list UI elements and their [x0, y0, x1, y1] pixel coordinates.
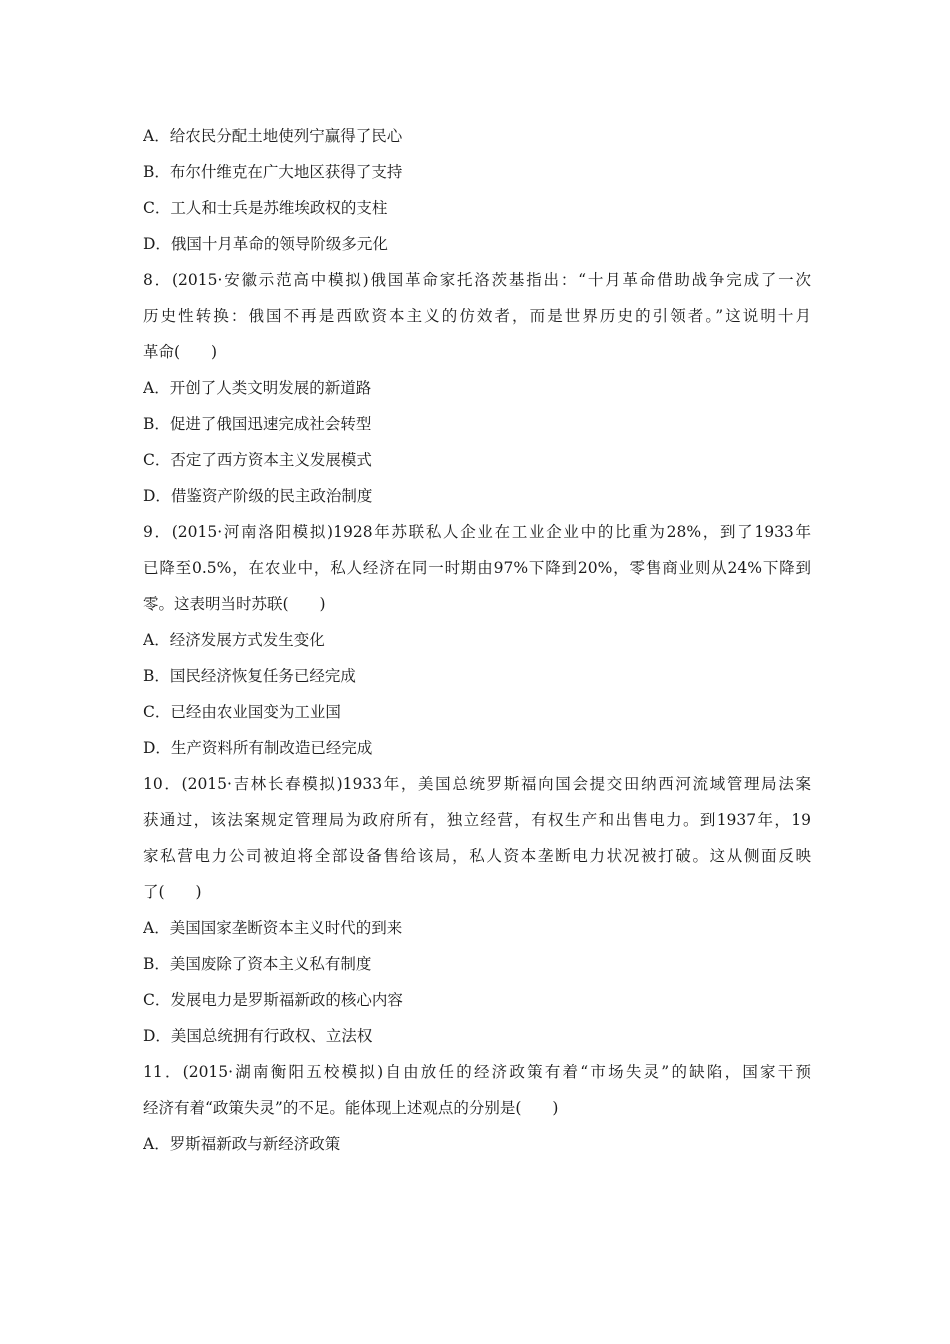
question-stem-line: 10．(2015·吉林长春模拟)1933年，美国总统罗斯福向国会提交田纳西河流域管理局法案 — [143, 775, 811, 793]
option-d: D．借鉴资产阶级的民主政治制度 — [143, 487, 373, 505]
option-d: D．俄国十月革命的领导阶级多元化 — [143, 235, 388, 253]
option-a: A．美国国家垄断资本主义时代的到来 — [143, 919, 403, 937]
option-b: B．美国废除了资本主义私有制度 — [143, 955, 372, 973]
question-7-continued — [143, 118, 811, 262]
option-a: A．给农民分配土地使列宁赢得了民心 — [143, 127, 403, 145]
option-c: C．发展电力是罗斯福新政的核心内容 — [143, 991, 403, 1009]
question-stem-line: 历史性转换：俄国不再是西欧资本主义的仿效者，而是世界历史的引领者。”这说明十月 — [143, 307, 811, 325]
question-stem-line: 已降至0.5%，在农业中，私人经济在同一时期由97%下降到20%，零售商业则从24%下降到 — [143, 559, 811, 577]
document-page — [143, 118, 811, 1162]
question-10 — [143, 766, 811, 1054]
question-stem-line: 家私营电力公司被迫将全部设备售给该局，私人资本垄断电力状况被打破。这从侧面反映 — [143, 847, 811, 865]
question-stem-line: 11．(2015·湖南衡阳五校模拟)自由放任的经济政策有着“市场失灵”的缺陷，国家干预 — [143, 1063, 811, 1081]
question-stem-line: 获通过，该法案规定管理局为政府所有，独立经营，有权生产和出售电力。到1937年，19 — [143, 811, 811, 829]
question-stem-line: 9．(2015·河南洛阳模拟)1928年苏联私人企业在工业企业中的比重为28%，到了1933年 — [143, 523, 811, 541]
option-b: B．促进了俄国迅速完成社会转型 — [143, 415, 372, 433]
question-stem-line: 零。这表明当时苏联( ) — [143, 595, 326, 613]
option-a: A．开创了人类文明发展的新道路 — [143, 379, 372, 397]
option-b: B．国民经济恢复任务已经完成 — [143, 667, 356, 685]
question-stem-line: 了( ) — [143, 883, 202, 901]
option-a: A．经济发展方式发生变化 — [143, 631, 325, 649]
option-c: C．已经由农业国变为工业国 — [143, 703, 341, 721]
question-9 — [143, 514, 811, 766]
question-11 — [143, 1054, 811, 1162]
question-stem-line: 8．(2015·安徽示范高中模拟)俄国革命家托洛茨基指出：“十月革命借助战争完成了一次 — [143, 271, 811, 289]
option-c: C．否定了西方资本主义发展模式 — [143, 451, 372, 469]
option-b: B．布尔什维克在广大地区获得了支持 — [143, 163, 403, 181]
question-stem-line: 革命( ) — [143, 343, 218, 361]
option-c: C．工人和士兵是苏维埃政权的支柱 — [143, 199, 388, 217]
option-d: D．生产资料所有制改造已经完成 — [143, 739, 373, 757]
option-a: A．罗斯福新政与新经济政策 — [143, 1135, 341, 1153]
question-stem-line: 经济有着“政策失灵”的不足。能体现上述观点的分别是( ) — [143, 1099, 559, 1117]
option-d: D．美国总统拥有行政权、立法权 — [143, 1027, 373, 1045]
question-8 — [143, 262, 811, 514]
